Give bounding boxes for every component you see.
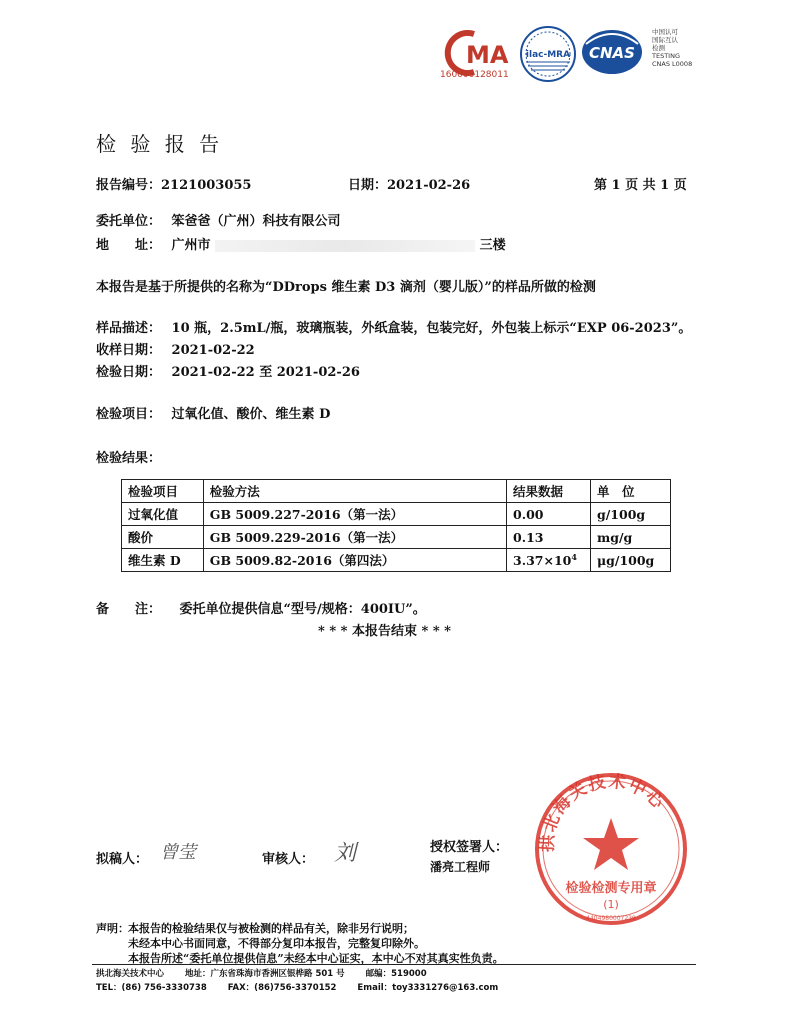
address-label: 地 址： [96,238,162,253]
sample-desc-label: 样品描述： [96,321,162,336]
cnas-logo [580,24,644,80]
receive-date-label: 收样日期： [96,343,162,358]
official-stamp [532,770,690,928]
test-date: 2021-02-22 至 2021-02-26 [171,365,360,380]
table-cell-method: GB 5009.227-2016（第一法） [203,503,506,526]
table-cell-item: 过氧化值 [122,503,204,526]
receive-date-row [96,339,255,358]
drafter-signature: 曾莹 [160,842,196,863]
report-title: 检 验 报 告 [96,132,224,156]
table-row [122,503,671,526]
table-header-row [122,480,671,503]
cnas-line: 国际互认 [652,36,678,44]
results-table [121,479,671,572]
footer-postcode: 邮编：519000 [365,969,427,979]
table-cell-unit: g/100g [591,503,671,526]
cnas-caption [652,28,692,68]
table-cell-method: GB 5009.82-2016（第四法） [203,549,506,572]
footer-tel: TEL：(86) 756-3330738 [96,983,207,993]
result-exponent: 4 [571,551,577,562]
table-cell-unit: mg/g [591,526,671,549]
receive-date: 2021-02-22 [171,343,255,358]
table-row [122,549,671,572]
client-label: 委托单位： [96,214,162,229]
stamp-number: (1) [603,898,619,911]
address-start: 广州市 [171,238,211,253]
declaration-line: 本报告所述“委托单位提供信息”未经本中心证实，本中心不对其真实性负责。 [128,952,504,965]
cnas-text: CNAS [589,44,635,62]
address-redacted [215,240,475,252]
report-number-row [96,174,251,193]
result-base: 3.37×10 [513,553,572,569]
table-header: 结果数据 [507,480,591,503]
report-date-row [348,174,470,193]
test-date-label: 检验日期： [96,365,162,380]
test-items-row [96,403,330,422]
authorized-name: 潘亮工程师 [430,860,491,874]
table-cell-result: 0.13 [507,526,591,549]
test-items-label: 检验项目： [96,407,162,422]
table-cell-result: 0.00 [507,503,591,526]
footer-row-2 [96,981,498,993]
table-cell-result [507,549,591,572]
report-date-label: 日期： [348,178,388,193]
stamp-code: 4404980007239 [586,915,636,922]
address-row [96,234,506,253]
footer-address: 地址：广东省珠海市香洲区银桦路 501 号 [184,969,345,979]
results-label: 检验结果： [96,451,162,466]
test-items: 过氧化值、酸价、维生素 D [171,407,331,422]
footer-org: 拱北海关技术中心 [96,969,165,979]
table-header: 检验方法 [203,480,506,503]
remark-label: 备 注： [96,602,162,617]
report-intro: 本报告是基于所提供的名称为“DDrops 维生素 D3 滴剂（婴儿版）”的样品所做的检测 [96,280,596,295]
report-number-label: 报告编号： [96,178,162,193]
footer-fax: FAX：(86)756-3370152 [227,983,337,993]
reviewer-label: 审核人： [262,852,315,867]
cnas-line: TESTING [652,52,680,60]
table-cell-item: 酸价 [122,526,204,549]
client-name: 笨爸爸（广州）科技有限公司 [171,214,341,229]
report-number: 2121003055 [161,178,252,193]
declaration-line: 未经本中心书面同意，不得部分复印本报告，完整复印除外。 [128,937,425,950]
cnas-line: CNAS L0008 [652,60,693,68]
cnas-line: 检测 [652,44,665,52]
cma-number: 160000128011 [440,70,509,80]
report-end: * * * 本报告结束 * * * [318,624,451,639]
table-cell-method: GB 5009.229-2016（第一法） [203,526,506,549]
page-info: 第 1 页 共 1 页 [594,178,687,193]
reviewer-signature: 刘 [334,841,357,866]
footer-divider [92,964,696,965]
cnas-line: 中国认可 [652,28,678,36]
table-header: 单 位 [591,480,671,503]
table-cell-item: 维生素 D [122,549,204,572]
test-date-row [96,361,360,380]
stamp-bottom-text: 检验检测专用章 [565,881,657,896]
ilac-mra-logo [518,24,578,84]
sample-desc: 10 瓶，2.5mL/瓶，玻璃瓶装，外纸盒装，包装完好，外包装上标示“EXP 06-2023”。 [171,321,692,336]
client-row [96,210,341,229]
ilac-text: ilac-MRA [525,50,571,60]
declaration-label: 声明： [96,922,129,935]
footer-email: Email：toy3331276@163.com [357,983,499,993]
footer-row-1 [96,967,427,979]
authorized-label: 授权签署人： [430,840,509,855]
drafter-label: 拟稿人： [96,852,149,867]
report-date: 2021-02-26 [387,178,471,193]
table-header: 检验项目 [122,480,204,503]
cma-text: MA [466,41,509,69]
sample-desc-row [96,317,691,336]
remark-row [96,598,426,617]
address-end: 三楼 [479,238,506,253]
table-cell-unit: μg/100g [591,549,671,572]
stamp-top-text: 拱北海关技术中心 [537,771,669,853]
remark-value: 委托单位提供信息“型号/规格：400IU”。 [179,602,426,617]
declaration-line: 本报告的检验结果仅与被检测的样品有关，除非另行说明； [128,922,414,935]
table-row [122,526,671,549]
